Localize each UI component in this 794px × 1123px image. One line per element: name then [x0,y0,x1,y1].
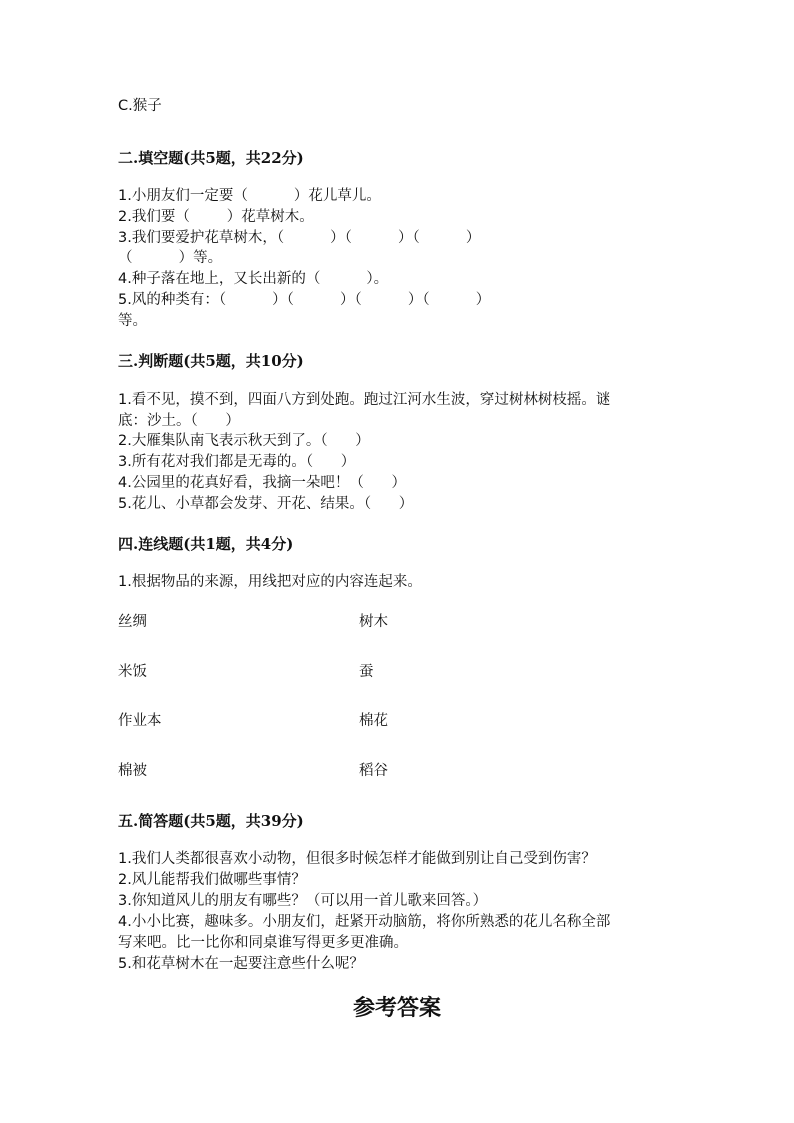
fill-q2: 2.我们要（ ）花草树木。 [118,209,314,225]
match-prompt: 1.根据物品的来源，用线把对应的内容连起来。 [118,574,422,590]
match-left-item: 米饭 [118,664,147,680]
fill-q5-cont: 等。 [118,313,147,329]
judge-q1: 1.看不见，摸不到，四面八方到处跑。跑过江河水生波，穿过树林树枝摇。谜 [118,392,611,408]
section-3-title: 三.判断题(共5题，共10分) [118,352,304,370]
match-left-item: 棉被 [118,763,147,779]
section-4-title: 四.连线题(共1题，共4分) [118,535,294,553]
short-q4-cont: 写来吧。比一比你和同桌谁写得更多更准确。 [118,935,408,951]
section-5-title: 五.简答题(共5题，共39分) [118,812,304,830]
section-2-title: 二.填空题(共5题，共22分) [118,149,304,167]
judge-q2: 2.大雁集队南飞表示秋天到了。（ ） [118,433,370,449]
judge-q1-cont: 底：沙土。（ ） [118,413,240,429]
judge-q3: 3.所有花对我们都是无毒的。（ ） [118,454,356,470]
match-right-item: 棉花 [359,713,388,729]
fill-q4: 4.种子落在地上，又长出新的（ ）。 [118,271,389,287]
match-left-item: 丝绸 [118,614,147,630]
match-right-item: 树木 [359,614,388,630]
short-q4: 4.小小比赛，趣味多。小朋友们，赶紧开动脑筋，将你所熟悉的花儿名称全部 [118,914,611,930]
judge-q4: 4.公园里的花真好看，我摘一朵吧！（ ） [118,475,406,491]
short-q5: 5.和花草树木在一起要注意些什么呢？ [118,956,364,972]
match-right-item: 蚕 [359,664,374,680]
short-q2: 2.风儿能帮我们做哪些事情？ [118,872,306,888]
fill-q3: 3.我们要爱护花草树木，（ ）（ ）（ ） [118,230,481,246]
match-right-item: 稻谷 [359,763,388,779]
fill-q3-cont: （ ）等。 [118,250,223,266]
judge-q5: 5.花儿、小草都会发芽、开花、结果。（ ） [118,496,414,512]
short-q3: 3.你知道风儿的朋友有哪些？（可以用一首儿歌来回答。） [118,893,488,909]
match-left-item: 作业本 [118,713,162,729]
answer-key-title: 参考答案 [352,995,441,1021]
option-c: C.猴子 [118,98,162,114]
fill-q1: 1.小朋友们一定要（ ）花儿草儿。 [118,188,381,204]
short-q1: 1.我们人类都很喜欢小动物，但很多时候怎样才能做到别让自己受到伤害？ [118,851,596,867]
fill-q5: 5.风的种类有：（ ）（ ）（ ）（ ） [118,292,491,308]
